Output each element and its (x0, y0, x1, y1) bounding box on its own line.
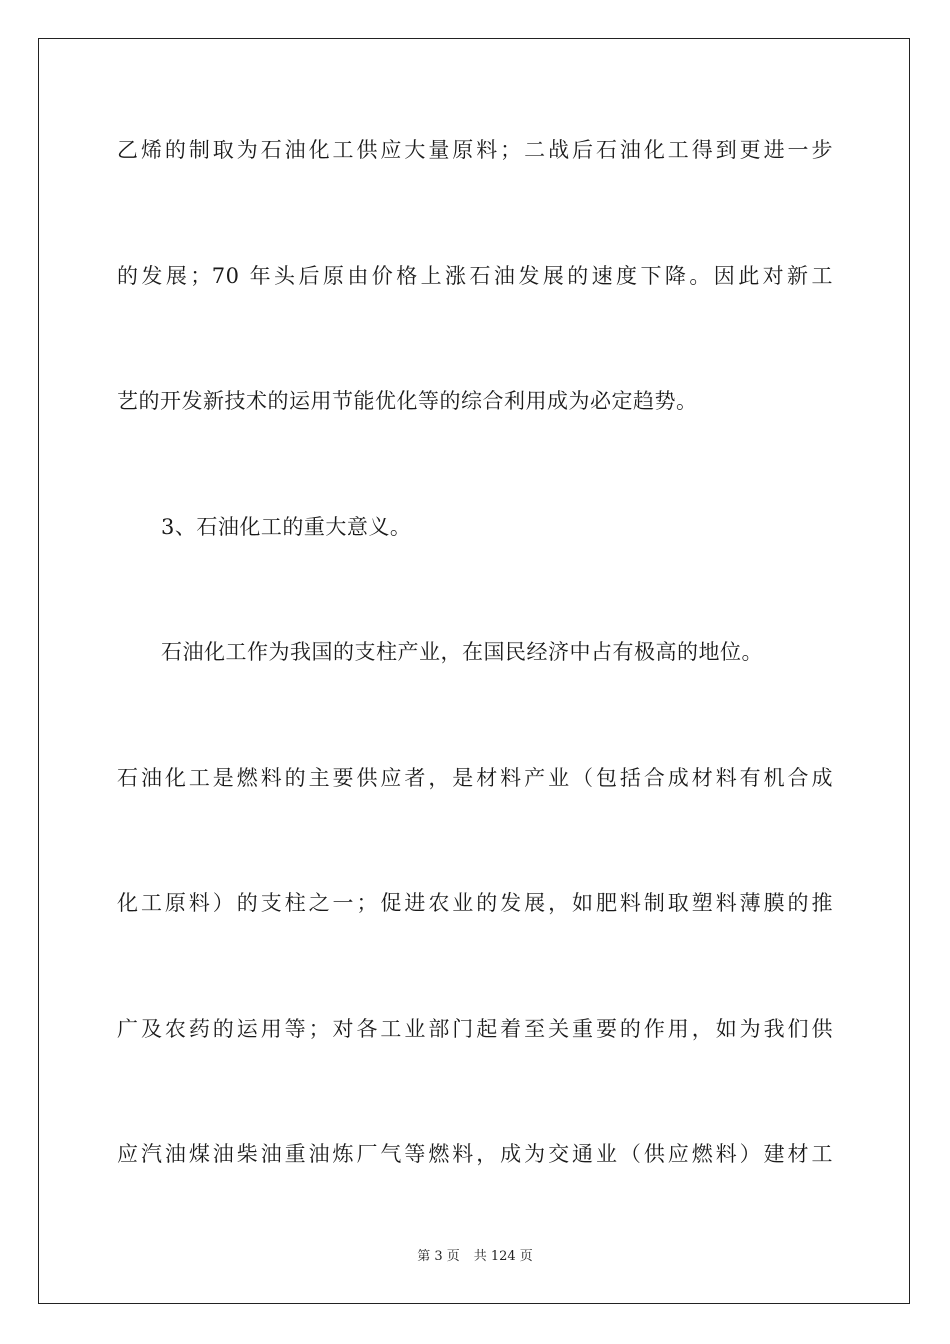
body-line-8: 广及农药的运用等；对各工业部门起着至关重要的作用，如为我们供 (117, 1017, 833, 1041)
page-number: 第 3 页 (417, 1249, 460, 1264)
page-footer (0, 1248, 950, 1266)
body-line-6: 石油化工是燃料的主要供应者，是材料产业（包括合成材料有机合成 (117, 766, 833, 790)
body-line-9: 应汽油煤油柴油重油炼厂气等燃料，成为交通业（供应燃料）建材工 (117, 1142, 833, 1166)
body-line-3: 艺的开发新技术的运用节能优化等的综合利用成为必定趋势。 (117, 389, 698, 413)
section-heading: 3、石油化工的重大意义。 (161, 515, 412, 539)
body-line-2: 的发展；70 年头后原由价格上涨石油发展的速度下降。因此对新工 (117, 264, 833, 288)
body-line-1: 乙烯的制取为石油化工供应大量原料；二战后石油化工得到更进一步 (117, 138, 833, 162)
body-line-7: 化工原料）的支柱之一；促进农业的发展，如肥料制取塑料薄膜的推 (117, 891, 833, 915)
body-line-5: 石油化工作为我国的支柱产业，在国民经济中占有极高的地位。 (161, 640, 763, 664)
page-border (38, 38, 910, 1304)
page-total: 共 124 页 (473, 1249, 533, 1264)
